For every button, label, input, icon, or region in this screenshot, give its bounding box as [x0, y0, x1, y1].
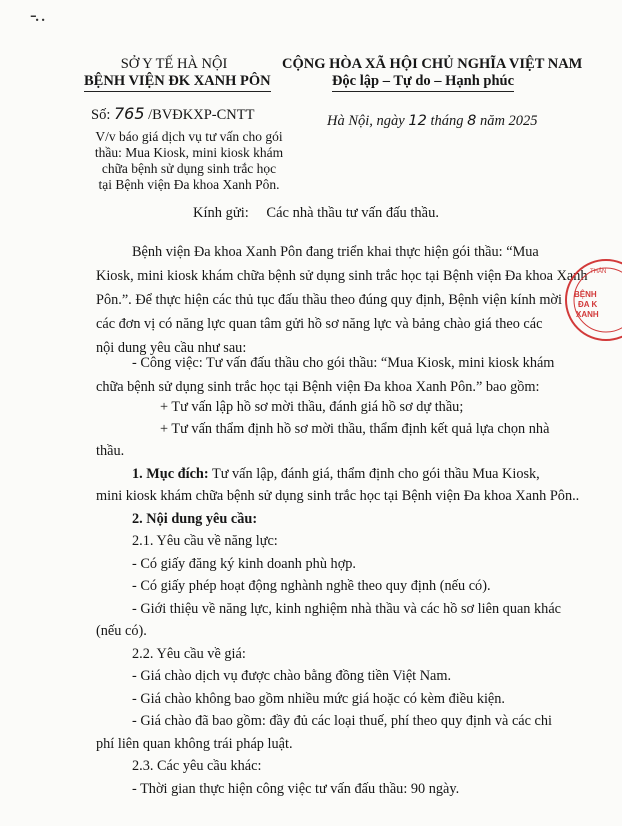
header-right [282, 56, 583, 92]
body-line [132, 668, 451, 685]
body-line [132, 691, 505, 708]
body-text: - Giá chào dịch vụ được chào bằng đồng tiền Việt Nam. [132, 668, 452, 684]
body-line [96, 488, 579, 505]
body-line [132, 713, 552, 730]
date-day: 12 [408, 113, 427, 129]
body-line [132, 355, 554, 372]
salutation-label: Kính gửi: [193, 205, 249, 221]
section-heading: 1. Mục đích: [132, 466, 209, 482]
body-text: phí liên quan không trái pháp luật. [96, 736, 293, 752]
body-text: - Giá chào không bao gồm nhiều mức giá hoặc có kèm điều kiện. [132, 691, 506, 707]
body-text: - Công việc: Tư vấn đấu thầu cho gói thầu: “Mua Kiosk, mini kiosk khám [132, 355, 555, 371]
doc-number-handwritten: 765 [113, 104, 145, 123]
header-left [84, 56, 271, 92]
body-text: - Giá chào đã bao gồm: đầy đủ các loại thuế, phí theo quy định và các chi [132, 713, 553, 729]
body-line [132, 601, 561, 618]
body-line [160, 399, 463, 416]
body-line [96, 268, 588, 285]
stamp-text-3: XANH [576, 310, 599, 319]
body-text: - Có giấy đăng ký kinh doanh phù hợp. [132, 556, 356, 572]
body-text: (nếu có). [96, 623, 147, 639]
body-text: 2.2. Yêu cầu về giá: [132, 646, 246, 662]
hospital-name: BỆNH VIỆN ĐK XANH PÔN [84, 73, 271, 92]
subject-line: V/v báo giá dịch vụ tư vấn cho gói thầu: Mua Kiosk, mini kiosk khám chữa bệnh sử dụng sinh trắc học tại Bệnh viện Đa khoa Xanh Pôn. [94, 129, 284, 192]
date-month-label: tháng [430, 113, 464, 129]
body-text: thầu. [96, 443, 125, 459]
doc-number-suffix: /BVĐKXP-CNTT [148, 107, 255, 123]
body-line [96, 623, 147, 640]
body-line [96, 316, 542, 333]
body-line [132, 244, 539, 261]
body-line [132, 578, 491, 595]
stamp-text-1: BỆNH [574, 290, 597, 299]
body-line [96, 736, 293, 753]
stamp-text-2: ĐA K [578, 300, 598, 309]
section-heading: 2. Nội dung yêu cầu: [132, 511, 258, 527]
body-line [132, 758, 261, 775]
scan-mark: -. . [30, 4, 44, 26]
body-text: Kiosk, mini kiosk khám chữa bệnh sử dụng sinh trắc học tại Bệnh viện Đa khoa Xanh [96, 268, 588, 284]
date-year: năm 2025 [479, 113, 538, 129]
body-line [96, 292, 562, 309]
body-line [132, 556, 356, 573]
body-text: + Tư vấn lập hồ sơ mời thầu, đánh giá hồ sơ dự thầu; [160, 399, 464, 415]
body-text: - Có giấy phép hoạt động nghành nghề theo quy định (nếu có). [132, 578, 491, 594]
body-text: chữa bệnh sử dụng sinh trắc học tại Bệnh viện Đa khoa Xanh Pôn.” bao gồm: [96, 379, 540, 395]
national-motto: Độc lập – Tự do – Hạnh phúc [332, 73, 514, 92]
body-text: Bệnh viện Đa khoa Xanh Pôn đang triển khai thực hiện gói thầu: “Mua [132, 244, 539, 260]
body-line [132, 466, 540, 483]
body-text: mini kiosk khám chữa bệnh sử dụng sinh trắc học tại Bệnh viện Đa khoa Xanh Pôn.. [96, 488, 580, 504]
body-line [132, 511, 257, 528]
body-line [132, 646, 246, 663]
body-text: Tư vấn lập, đánh giá, thẩm định cho gói thầu Mua Kiosk, [208, 466, 540, 482]
body-text: các đơn vị có năng lực quan tâm gửi hồ sơ năng lực và bảng chào giá theo các [96, 316, 543, 332]
date-place: Hà Nội, ngày [327, 113, 405, 129]
body-text: 2.1. Yêu cầu về năng lực: [132, 533, 278, 549]
body-line [96, 443, 124, 460]
body-text: 2.3. Các yêu cầu khác: [132, 758, 262, 774]
salutation-recipient: Các nhà thầu tư vấn đấu thầu. [266, 205, 439, 221]
department-name: SỞ Y TẾ HÀ NỘI [120, 56, 228, 72]
document-number [91, 104, 254, 124]
stamp-text-4: THẢN [590, 269, 607, 275]
official-stamp [560, 255, 622, 345]
date-month: 8 [467, 113, 477, 129]
document-date [327, 113, 538, 130]
body-line [160, 421, 549, 438]
body-line [132, 533, 278, 550]
body-line [132, 781, 459, 798]
body-text: - Thời gian thực hiện công việc tư vấn đấu thầu: 90 ngày. [132, 781, 460, 797]
body-text: Pôn.”. Để thực hiện các thủ tục đấu thầu theo đúng quy định, Bệnh viện kính mời [96, 292, 562, 308]
salutation [193, 205, 439, 222]
body-line [96, 379, 540, 396]
body-text: - Giới thiệu về năng lực, kinh nghiệm nhà thầu và các hồ sơ liên quan khác [132, 601, 562, 617]
doc-number-prefix: Số: [91, 107, 111, 123]
national-title: CỘNG HÒA XÃ HỘI CHỦ NGHĨA VIỆT NAM [282, 56, 583, 72]
body-text: nội dung yêu cầu như sau: [96, 340, 247, 356]
body-text: + Tư vấn thẩm định hồ sơ mời thầu, thẩm định kết quả lựa chọn nhà [160, 421, 550, 437]
